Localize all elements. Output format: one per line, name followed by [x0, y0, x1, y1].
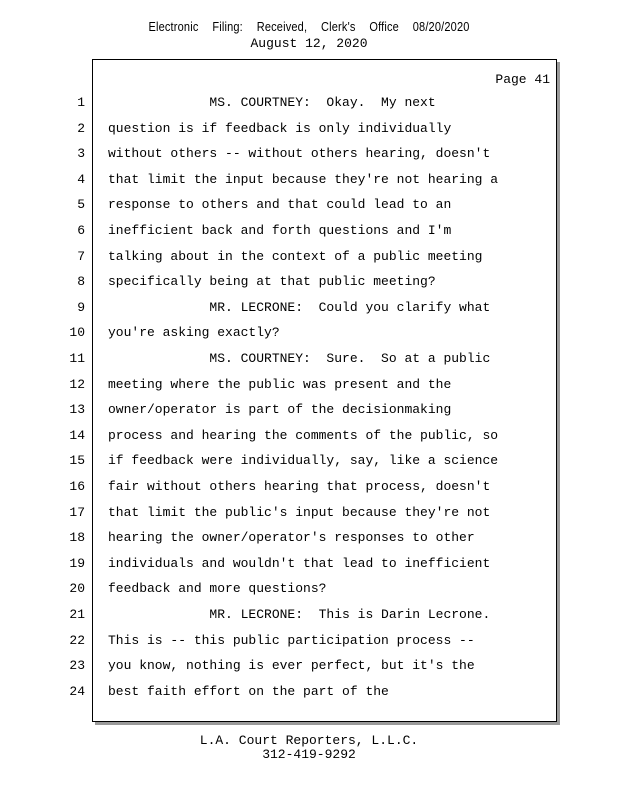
line-text: if feedback were individually, say, like a science [108, 453, 499, 468]
line-number: 1 [77, 95, 85, 110]
line-text: you're asking exactly? [108, 325, 280, 340]
line-text: that limit the public's input because they're not [108, 505, 491, 520]
page-number: Page 41 [495, 72, 550, 87]
line-number: 18 [69, 530, 85, 545]
line-text: MS. COURTNEY: Sure. So at a public [108, 351, 491, 366]
reporter-company: L.A. Court Reporters, L.L.C. [199, 733, 419, 748]
stamp-received: Received, [256, 20, 308, 34]
line-number: 9 [77, 300, 85, 315]
line-number: 4 [77, 172, 85, 187]
stamp-filing: Filing: [212, 20, 243, 34]
line-text: This is -- this public participation process -- [108, 633, 475, 648]
line-text: process and hearing the comments of the public, so [108, 428, 499, 443]
line-text: response to others and that could lead to an [108, 197, 452, 212]
line-number: 22 [69, 633, 85, 648]
line-number: 5 [77, 197, 85, 212]
line-number: 21 [69, 607, 85, 622]
line-text: MS. COURTNEY: Okay. My next [108, 95, 436, 110]
line-number: 20 [69, 581, 85, 596]
line-text: talking about in the context of a public meeting [108, 249, 483, 264]
line-text: individuals and wouldn't that lead to inefficient [108, 556, 491, 571]
line-number: 13 [69, 402, 85, 417]
line-number: 2 [77, 121, 85, 136]
line-number: 24 [69, 684, 85, 699]
line-number: 19 [69, 556, 85, 571]
line-text: that limit the input because they're not hearing a [108, 172, 499, 187]
line-text: best faith effort on the part of the [108, 684, 389, 699]
line-text: meeting where the public was present and the [108, 377, 452, 392]
reporter-phone: 312-419-9292 [262, 747, 356, 762]
line-number: 3 [77, 146, 85, 161]
line-text: you know, nothing is ever perfect, but it's the [108, 658, 475, 673]
line-text: feedback and more questions? [108, 581, 327, 596]
line-text: hearing the owner/operator's responses to other [108, 530, 475, 545]
line-number: 15 [69, 453, 85, 468]
line-number: 14 [69, 428, 85, 443]
transcript-date: August 12, 2020 [250, 36, 368, 51]
line-number: 16 [69, 479, 85, 494]
line-text: question is if feedback is only individually [108, 121, 452, 136]
line-text: specifically being at that public meeting? [108, 274, 436, 289]
line-text: without others -- without others hearing, doesn't [108, 146, 491, 161]
line-number: 11 [69, 351, 85, 366]
line-text: fair without others hearing that process, doesn't [108, 479, 491, 494]
line-text: inefficient back and forth questions and I'm [108, 223, 452, 238]
line-number: 23 [69, 658, 85, 673]
line-text: MR. LECRONE: This is Darin Lecrone. [108, 607, 491, 622]
line-number: 17 [69, 505, 85, 520]
stamp-office: Office [369, 20, 399, 34]
line-text: owner/operator is part of the decisionmaking [108, 402, 452, 417]
line-number: 7 [77, 249, 85, 264]
stamp-electronic: Electronic [148, 20, 199, 34]
stamp-clerks: Clerk's [321, 20, 356, 34]
line-number: 6 [77, 223, 85, 238]
filing-stamp [37, 20, 581, 34]
line-number: 12 [69, 377, 85, 392]
line-text: MR. LECRONE: Could you clarify what [108, 300, 491, 315]
line-number: 10 [69, 325, 85, 340]
line-number: 8 [77, 274, 85, 289]
stamp-date: 08/20/2020 [412, 20, 470, 34]
